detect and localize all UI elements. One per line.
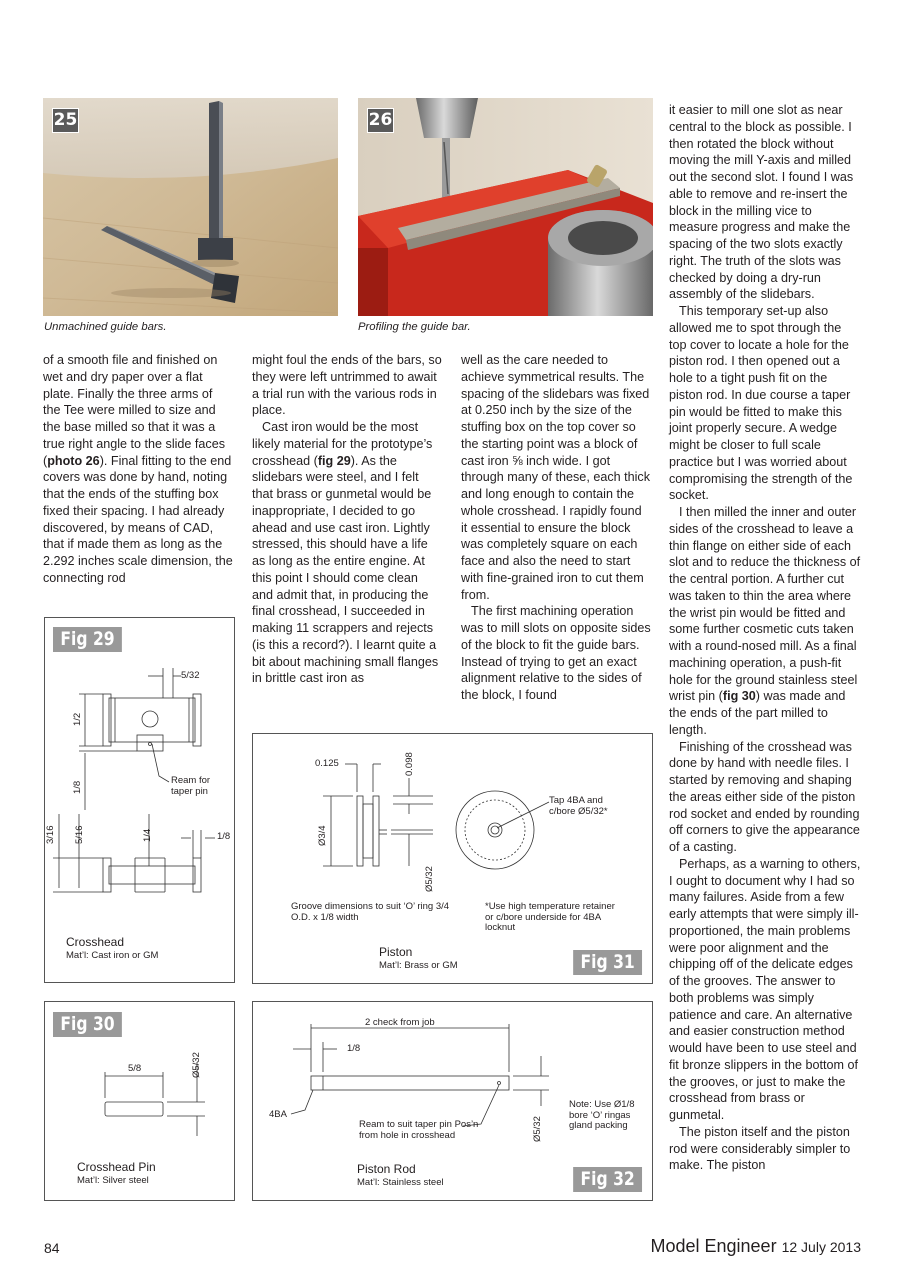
photo-caption: Unmachined guide bars. [44, 321, 167, 333]
locknut-note: *Use high temperature retainer or c/bore underside for 4BA locknut [485, 901, 615, 933]
photo-number: 26 [367, 108, 394, 133]
figure-29 [44, 617, 235, 983]
paragraph [43, 352, 233, 587]
tap-note: Tap 4BA and c/bore Ø5/32* [549, 795, 608, 817]
paragraph: it easier to mill one slot as near central to the block as possible. I then rotated the block without moving the mill Y-axis and milled out the second slot. I found I was able to remove and re-insert the block in the milling vice to measure progress and make the spacing of the two slots exactly right. The truth of the slots was checked by doing a dry-run assembly of the slidebars. [669, 103, 854, 302]
paragraph-text: Cast iron would be the most likely material for the prototype’s crosshead ( [252, 420, 433, 468]
paragraph-text: ). As the slidebars were steel, and I felt that brass or gunmetal would be inappropriate, I decided to go ahead and use cast iron. Lightly stressed, this should have a life as long as the entire engine. At this point I should come clean and admit that, in producing the final crosshead, I succeeded in making 11 scrappers and rejects (is this a record?). I learnt quite a bit about machining small flanges in brittle cast iron as [252, 453, 439, 686]
ream-note: Ream for taper pin [171, 775, 211, 797]
piston-drawing [253, 734, 654, 985]
page-number: 84 [44, 1240, 60, 1256]
paragraph [252, 419, 442, 687]
figure-reference: fig 29 [317, 453, 351, 468]
groove-note: Groove dimensions to suit ‘O’ ring 3/4 O.D. x 1/8 width [291, 901, 450, 923]
text-column-2 [252, 352, 442, 687]
text-column-1 [43, 352, 233, 587]
text-column-3 [461, 352, 651, 704]
figure-material: Mat’l: Stainless steel [357, 1177, 444, 1188]
paragraph: The piston itself and the piston rod were considerably simpler to make. The piston [669, 1124, 851, 1173]
photo-number: 25 [52, 108, 79, 133]
paragraph: well as the care needed to achieve symmetrical results. The spacing of the slidebars was fixed at 0.250 inch by the size of the stuffing box on the top cover so the starting point was a block of cast iron ⅝ inch wide. I got through many of these, each thick and long enough to contain the whole crosshead. I rapidly found it essential to ensure the block was completely square on each face and also the need to start with fine-grained iron to cut them from. [461, 353, 651, 602]
dimension-label: 1/4 [142, 828, 153, 842]
figure-title: Crosshead Pin [77, 1160, 156, 1174]
paragraph: might foul the ends of the bars, so they were left untrimmed to await a trial run with the various rods in place. [252, 353, 442, 418]
paragraph: Finishing of the crosshead was done by hand with needle files. I started by removing and shaping the areas either side of the piston rod socket and ended by rounding off corners to give the appearance of a casting. [669, 739, 860, 854]
dimension-label: Ø5/32 [532, 1116, 543, 1142]
crosshead-drawing [45, 618, 236, 984]
dimension-label: 5/32 [181, 670, 200, 681]
figure-material: Mat’l: Brass or GM [379, 960, 458, 971]
figure-material: Mat’l: Cast iron or GM [66, 950, 159, 961]
dimension-label: 0.098 [404, 752, 415, 776]
paragraph-text: I then milled the inner and outer sides of the crosshead to leave a thin flange on either side of each slot and to reduce the thickness of the central portion. A further cut was taken to thin the area where the wrist pin would be fitted and some further cosmetic cuts taken with a round-nosed mill. As a final machining operation, a push-fit hole for the ground stainless steel wrist pin ( [669, 505, 861, 704]
dimension-label: Ø5/32 [424, 866, 435, 892]
dimension-label: Ø5/32 [191, 1052, 202, 1078]
paragraph: The first machining operation was to mill slots on opposite sides of the block to fit the guide bars. Instead of trying to get an exact alignment relative to the sides of the block, I found [461, 604, 651, 702]
paragraph: Perhaps, as a warning to others, I ought to document why I had so many failures. Aside from a few early attempts that were simply ill-proportioned, the main problems were poor alignment and the chipping off of the delicate edges of the grooves. The answer to both problems was simply patience and care. An alternative and easier construction method would have been to use steel and fit bronze slippers in the bottom of the grooves, or just to make the crosshead from brass or gunmetal. [669, 856, 861, 1122]
figure-title: Piston Rod [357, 1162, 416, 1176]
dimension-label: 1/8 [217, 831, 231, 842]
photo-25-image [43, 98, 338, 316]
figure-material: Mat’l: Silver steel [77, 1175, 149, 1186]
figure-label: Fig 31 [573, 950, 642, 975]
paragraph-text: ) was made and the ends of the part milled to length. [669, 689, 846, 737]
magazine-title: Model Engineer [650, 1236, 777, 1256]
paragraph [669, 504, 862, 739]
magazine-footer [650, 1236, 861, 1257]
paragraph: This temporary set-up also allowed me to spot through the top cover to locate a hole for the piston rod. I then opened out a hole to a tight push fit on the piston rod. In due course a taper pin would be fitted to make this joint properly secure. A wedge might be closer to full scale practice but I was worried about compromising the strength of the socket. [669, 304, 853, 503]
dimension-label: 4BA [269, 1109, 287, 1120]
dimension-label: 5/16 [74, 825, 85, 844]
photo-26 [358, 98, 653, 316]
dimension-label: 5/8 [128, 1063, 142, 1074]
figure-reference: fig 30 [722, 689, 756, 704]
text-column-4 [669, 102, 862, 1174]
dimension-label: 1/8 [72, 780, 83, 794]
dimension-label: 2 check from job [365, 1017, 435, 1028]
figure-label: Fig 29 [53, 627, 122, 652]
dimension-label: Ø3/4 [317, 825, 328, 846]
gland-note: Note: Use Ø1/8 bore ‘O’ ringas gland packing [569, 1099, 635, 1131]
figure-title: Crosshead [66, 935, 125, 949]
dimension-label: 1/2 [72, 712, 83, 726]
figure-32 [252, 1001, 653, 1201]
paragraph-text: of a smooth file and finished on wet and dry paper over a flat plate. Finally the three arms of the Tee were milled to size and the base milled so that it was a true right angle to the slide faces ( [43, 353, 226, 468]
photo-25 [43, 98, 338, 316]
photo-26-image [358, 98, 653, 316]
dimension-label: 1/8 [347, 1043, 361, 1054]
photo-caption: Profiling the guide bar. [358, 321, 471, 333]
dimension-label: 3/16 [45, 825, 56, 844]
dimension-label: 0.125 [315, 758, 339, 769]
figure-title: Piston [379, 945, 413, 959]
figure-31 [252, 733, 653, 984]
photo-reference: photo 26 [47, 453, 100, 468]
figure-label: Fig 30 [53, 1012, 122, 1037]
paragraph-text: ). Final fitting to the end covers was done by hand, noting that the ends of the stuffing box fixed their spacing. I had already discovered, by means of CAD, that if made them as long as the 2.292 inches scale dimension, the connecting rod [43, 453, 233, 585]
figure-30 [44, 1001, 235, 1201]
ream-note: Ream to suit taper pin Pos’n from hole in crosshead [359, 1119, 479, 1141]
issue-date: 12 July 2013 [781, 1239, 861, 1255]
figure-label: Fig 32 [573, 1167, 642, 1192]
